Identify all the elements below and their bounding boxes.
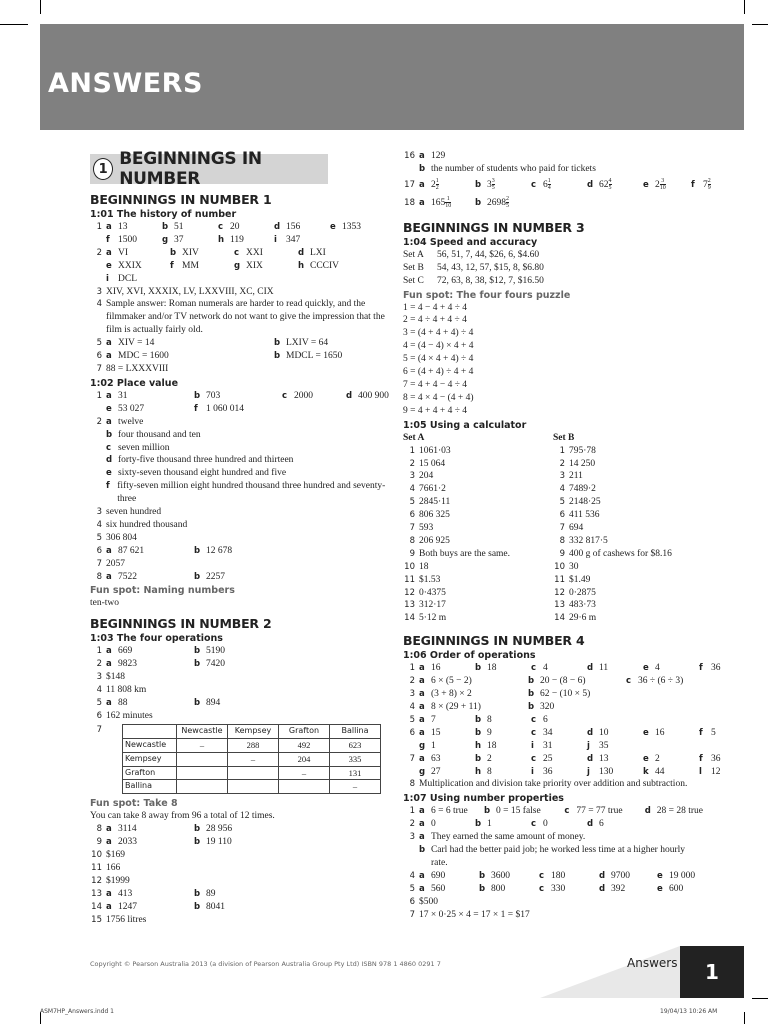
answer-row: 6 = (4 + 4) ÷ 4 + 4: [403, 367, 474, 378]
answer-row: 9 = 4 + 4 + 4 ÷ 4: [403, 405, 468, 416]
answer-row: d forty-five thousand three hundred and thirteen: [106, 455, 294, 466]
answer-row: 1 a 31 b 703 c 2000 d 400 900: [96, 390, 389, 401]
answer-row: 9 a 2033 b 19 110: [96, 837, 232, 848]
answer-row: 3 = (4 + 4 + 4) ÷ 4: [403, 328, 474, 339]
answer-row: 7 a 63 b 2 c 25 d 13 e 2 f 36: [409, 753, 721, 764]
answer-row: 6 $500: [409, 896, 438, 907]
exercise-heading: 1:02 Place value: [90, 377, 179, 389]
four-fours-list: [403, 302, 703, 418]
exercise-heading: 1:03 The four operations: [90, 633, 223, 645]
answer-row: e 53 027 f 1 060 014: [106, 403, 244, 414]
answer-row: g 1 h 18 i 31 j 35: [419, 740, 609, 751]
crop-mark: [0, 24, 28, 25]
answer-row: 4 7661·2: [409, 484, 446, 495]
answer-row: b the number of students who paid for tickets: [419, 163, 596, 174]
fun-spot-heading: Fun spot: Naming numbers: [90, 585, 235, 597]
answer-row: 5 a XIV = 14 b LXIV = 64: [96, 338, 329, 349]
answer-row: 2 a 6 × (5 − 2) b 20 − (8 − 6) c 36 ÷ (6 ÷ 3): [409, 676, 684, 687]
answer-row: 14 5·12 m: [404, 613, 447, 624]
answer-row: 2 a 9823 b 7420: [96, 659, 225, 670]
answer-row: 6 162 minutes: [96, 710, 153, 721]
chapter-number-badge: 1: [93, 158, 113, 180]
answer-row: b Carl had the better paid job; he worked less time at a higher hourly rate.: [419, 845, 686, 868]
answer-row: f 1500 g 37 h 119 i 347: [106, 234, 301, 245]
answer-row: 4 a 8 × (29 + 11) b 320: [409, 702, 555, 712]
answer-row: 6 a 15 b 9 c 34 d 10 e 16 f 5: [409, 727, 716, 738]
answer-row: 4 7489·2: [559, 484, 596, 495]
answer-row: 8 332 817·5: [559, 535, 608, 546]
answer-row: f fifty-seven million eight hundred thousand three hundred and seventy-three: [106, 481, 386, 505]
answer-row: 4 six hundred thousand: [96, 519, 188, 530]
answer-row: 4 = (4 − 4) × 4 + 4: [403, 341, 474, 352]
answer-row: 5 a 7 b 8 c 6: [409, 714, 548, 725]
answer-row: 8 = 4 × 4 − (4 + 4): [403, 392, 474, 403]
answer-row: 7 17 × 0·25 × 4 = 17 × 1 = $17: [409, 909, 530, 920]
slug-filename: ASM7HP_Answers.indd 1: [40, 1008, 114, 1015]
answer-row: 2 = 4 ÷ 4 + 4 ÷ 4: [403, 315, 467, 326]
crop-mark: [744, 1012, 745, 1024]
footer-section-label: Answers: [627, 956, 678, 970]
answer-row: 5 2845·11: [409, 497, 451, 508]
answer-row: 2 a 0 b 1 c 0 d 6: [409, 819, 604, 830]
answer-row: 7 = 4 + 4 − 4 ÷ 4: [403, 379, 468, 390]
answer-row: 5 a 88 b 894: [96, 698, 221, 708]
answer-row: 9 400 g of cashews for $8.16: [559, 548, 672, 559]
answer-row: 8 a 3114 b 28 956: [96, 824, 233, 835]
answer-row: 1 = 4 − 4 + 4 ÷ 4: [403, 302, 468, 313]
answer-row: e XXIX f MM g XIX h CCCIV: [106, 260, 340, 271]
answer-row: 15 1756 litres: [91, 914, 147, 925]
exercise-heading: 1:04 Speed and accuracy: [403, 236, 538, 248]
answer-row: 4 Sample answer: Roman numerals are harder to read quickly, and the filmmaker and/or TV network do not want to give the impression that the film is actually fairly old.: [96, 299, 385, 336]
right-column: [403, 150, 721, 922]
answer-row: 13 a 413 b 89: [91, 888, 216, 899]
answer-row: 5 a 560 b 800 c 330 d 392 e 600: [409, 883, 684, 894]
answer-row: 6 411 536: [559, 510, 600, 521]
answer-row: 14 a 1247 b 8041: [91, 901, 225, 912]
fun-spot-answer: You can take 8 away from 96 a total of 12 times.: [90, 811, 275, 822]
crop-mark: [752, 998, 768, 999]
table-row: Newcastle – 288 492 623: [123, 738, 381, 752]
section-heading: BEGINNINGS IN NUMBER 3: [403, 219, 585, 235]
exercise-heading: 1:05 Using a calculator: [403, 419, 527, 431]
answer-row: 13 483·73: [554, 600, 596, 611]
answer-row: 12 0·4375: [404, 587, 446, 598]
fun-spot-answer: ten-two: [90, 598, 120, 609]
answer-row: 1 a 669 b 5190: [96, 646, 225, 657]
exercise-heading: 1:06 Order of operations: [403, 650, 536, 662]
copyright-notice: Copyright © Pearson Australia 2013 (a division of Pearson Australia Group Pty Ltd) ISBN 978 1 4860 0291 7: [90, 960, 441, 968]
answer-row: 7 88 = LXXXVIII: [96, 363, 169, 374]
answer-row: 10 $169: [91, 850, 125, 861]
answer-row: 4 a 690 b 3600 c 180 d 9700 e 19 000: [409, 870, 696, 881]
answer-row: 1 795·78: [559, 445, 596, 456]
left-column: [90, 149, 389, 927]
answer-row: 10 30: [554, 561, 579, 572]
answer-row: 11 $1.53: [404, 574, 441, 585]
answer-row: 8 Multiplication and division take priority over addition and subtraction.: [409, 779, 688, 790]
answer-row: 1 a 13 b 51 c 20 d 156 e 1353: [96, 222, 361, 232]
fun-spot-heading: Fun spot: The four fours puzzle: [403, 289, 571, 301]
answer-row: 16 a 129: [404, 151, 446, 161]
section-heading: BEGINNINGS IN NUMBER 1: [90, 192, 272, 207]
answer-row: 3 a (3 + 8) × 2 b 62 − (10 × 5): [409, 689, 591, 700]
answer-row: Set B 54, 43, 12, 57, $15, 8, $6.80: [403, 262, 544, 273]
answer-row: 7 2057: [96, 558, 125, 569]
answer-row: 6 a MDC = 1600 b MDCL = 1650: [96, 351, 343, 362]
answer-row: 18 a 165 $\frac{1}{10}$ b 2698 $\frac{2}{5}$: [404, 196, 509, 210]
page-title: ANSWERS: [48, 68, 203, 99]
crop-mark: [752, 24, 768, 25]
crop-mark: [40, 0, 41, 14]
answer-row: 2 a VI b XIV c XXI d LXI: [96, 247, 326, 258]
crop-mark: [744, 0, 745, 14]
answer-row: 8 206 925: [409, 535, 450, 546]
exercise-heading: 1:01 The history of number: [90, 209, 237, 220]
answer-row: 14 29·6 m: [554, 613, 597, 624]
fun-spot-heading: Fun spot: Take 8: [90, 798, 178, 810]
answer-row: 3 $148: [96, 672, 125, 683]
answer-row: 6 806 325: [409, 510, 450, 521]
answer-row: 1 1061·03: [409, 445, 451, 456]
answer-row: 13 312·17: [404, 600, 446, 611]
section-heading: BEGINNINGS IN NUMBER 2: [90, 616, 272, 632]
answer-row: 10 18: [404, 561, 429, 572]
answer-row: 7 694: [559, 523, 584, 534]
table-row: Kempsey – 204 335: [123, 752, 381, 766]
calculator-answers: Set A 1 1061·03 2 15 064 3 204 4 7661·2 5 2845·11 6 806 325 7 593 8 206 925 9 Both buys are the same. 10 18 11 $1.53 12 0·4375 13 312·17 14 5·12 m Set B 1 795·78 2 14 250 3 211 4 7489·2 5 2148·25 6 411 536 7 694 8 332 817·5 9 400 g of cashews for $8.16 10 30 11 $1.49 12 0·2875 13 483·73 14 29·6 m: [403, 432, 703, 626]
answer-row: 3 XIV, XVI, XXXIX, LV, LXXVIII, XC, CIX: [96, 286, 274, 297]
answer-row: 3 204: [409, 471, 434, 482]
answer-row: 9 Both buys are the same.: [409, 548, 511, 559]
answer-row: g 27 h 8 i 36 j 130 k 44 l 12: [419, 766, 721, 777]
answer-row: 1 a 16 b 18 c 4 d 11 e 4 f 36: [409, 663, 721, 674]
answer-row: 17 a 2 $\frac{1}{2}$ b 3 $\frac{3}{5}$ c 6 $\frac{1}{4}$ d 62 $\frac{4}{5}$ e 2 $\frac{3}{10}$ f 7 $\frac{2}{9}$: [404, 178, 711, 192]
exercise-heading: 1:07 Using number properties: [403, 793, 564, 805]
footer-triangle: [540, 946, 680, 998]
chapter-heading: [90, 149, 328, 189]
slug-date: 19/04/13 10:26 AM: [660, 1008, 718, 1015]
answer-row: 1 a 6 = 6 true b 0 = 15 false c 77 = 77 true d 28 = 28 true: [409, 806, 703, 817]
answer-row: Set C 72, 63, 8, 38, $12, 7, $16.50: [403, 275, 544, 286]
page-number: 1: [680, 946, 744, 998]
distance-table: Newcastle Kempsey Grafton Ballina Newcastle – 288 492 623 Kempsey – 204 335 Grafton – 131 Ballina –: [122, 724, 381, 795]
answer-row: 2 14 250: [559, 458, 596, 469]
answer-row: 3 a They earned the same amount of money.: [409, 832, 586, 843]
answer-row: 5 306 804: [96, 532, 137, 543]
answer-row: b four thousand and ten: [106, 429, 201, 440]
answer-row: i DCL: [106, 273, 137, 284]
answer-row: 6 a 87 621 b 12 678: [96, 545, 233, 556]
answer-row: 7 593: [409, 523, 434, 534]
answer-row: 2 15 064: [409, 458, 446, 469]
answer-row: 3 211: [559, 471, 583, 482]
answer-row: 8 a 7522 b 2257: [96, 571, 225, 582]
table-row: Ballina –: [123, 780, 381, 794]
answer-row: 4 11 808 km: [96, 685, 147, 696]
answer-row: e sixty-seven thousand eight hundred and five: [106, 468, 287, 479]
answer-row: c seven million: [106, 442, 170, 453]
answer-row: Set A 56, 51, 7, 44, $26, 6, $4.60: [403, 249, 540, 260]
answer-row: 11 $1.49: [554, 574, 591, 585]
answer-row: 3 seven hundred: [96, 507, 162, 518]
answer-row: 5 = (4 × 4 + 4) ÷ 4: [403, 354, 474, 365]
chapter-title: BEGINNINGS IN NUMBER: [119, 149, 262, 189]
answer-row: 12 0·2875: [554, 587, 596, 598]
answer-row: 12 $1999: [91, 875, 130, 886]
table-row: Grafton – 131: [123, 766, 381, 780]
answer-row: 7 Newcastle Kempsey Grafton Ballina Newcastle – 288 492 623 Kempsey – 204 335 Grafton – 131 Ballina –: [90, 724, 386, 795]
answer-row: 11 166: [91, 862, 121, 873]
answer-row: 5 2148·25: [559, 497, 601, 508]
answer-row: 2 a twelve: [96, 416, 144, 427]
section-heading: BEGINNINGS IN NUMBER 4: [403, 633, 585, 649]
